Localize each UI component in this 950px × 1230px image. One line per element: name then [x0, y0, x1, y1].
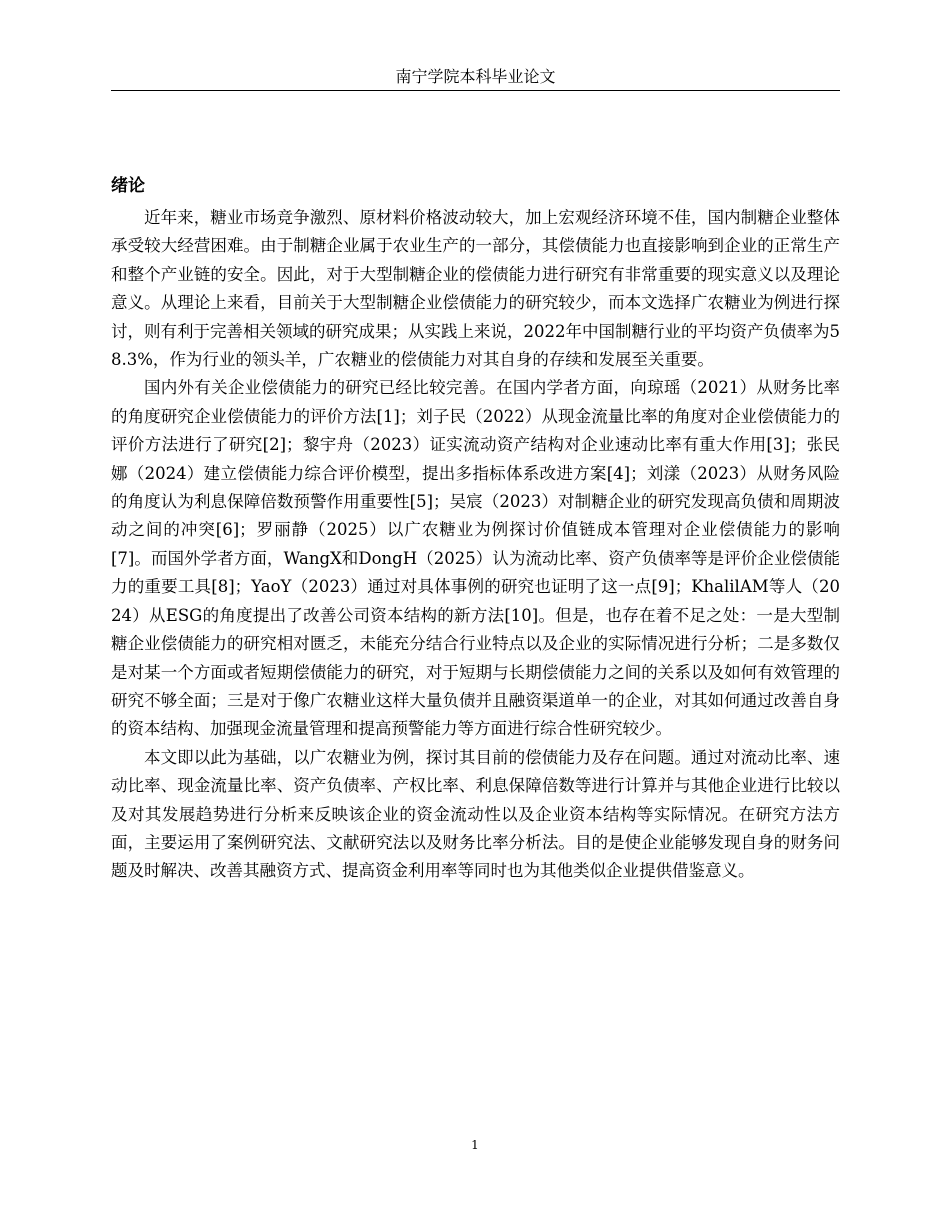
body-text [111, 204, 840, 886]
paragraph-2: 国内外有关企业偿债能力的研究已经比较完善。在国内学者方面，向琼瑶（2021）从财务比率的角度研究企业偿债能力的评价方法[1]；刘子民（2022）从现金流量比率的角度对企业偿债能力的评价方法进行了研究[2]；黎宇舟（2023）证实流动资产结构对企业速动比率有重大作用[3]；张民娜（2024）建立偿债能力综合评价模型，提出多指标体系改进方案[4]；刘漾（2023）从财务风险的角度认为利息保障倍数预警作用重要性[5]；吴宸（2023）对制糖企业的研究发现高负债和周期波动之间的冲突[6]；罗丽静（2025）以广农糖业为例探讨价值链成本管理对企业偿债能力的影响[7]。而国外学者方面，WangX和DongH（2025）认为流动比率、资产负债率等是评价企业偿债能力的重要工具[8]；YaoY（2023）通过对具体事例的研究也证明了这一点[9]；KhalilAM等人（2024）从ESG的角度提出了改善公司资本结构的新方法[10]。但是，也存在着不足之处：一是大型制糖企业偿债能力的研究相对匮乏，未能充分结合行业特点以及企业的实际情况进行分析；二是多数仅是对某一个方面或者短期偿债能力的研究，对于短期与长期偿债能力之间的关系以及如何有效管理的研究不够全面；三是对于像广农糖业这样大量负债并且融资渠道单一的企业，对其如何通过改善自身的资本结构、加强现金流量管理和提高预警能力等方面进行综合性研究较少。 [111, 378, 840, 739]
section-heading: 绪论 [111, 176, 145, 196]
paragraph-3: 本文即以此为基础，以广农糖业为例，探讨其目前的偿债能力及存在问题。通过对流动比率、速动比率、现金流量比率、资产负债率、产权比率、利息保障倍数等进行计算并与其他企业进行比较以及对其发展趋势进行分析来反映该企业的资金流动性以及企业资本结构等实际情况。在研究方法方面，主要运用了案例研究法、文献研究法以及财务比率分析法。目的是使企业能够发现自身的财务问题及时解决、改善其融资方式、提高资金利用率等同时也为其他类似企业提供借鉴意义。 [111, 747, 840, 881]
page-number: 1 [471, 1138, 479, 1152]
paragraph-1: 近年来，糖业市场竞争激烈、原材料价格波动较大，加上宏观经济环境不佳，国内制糖企业整体承受较大经营困难。由于制糖企业属于农业生产的一部分，其偿债能力也直接影响到企业的正常生产和整个产业链的安全。因此，对于大型制糖企业的偿债能力进行研究有非常重要的现实意义以及理论意义。从理论上来看，目前关于大型制糖企业偿债能力的研究较少，而本文选择广农糖业为例进行探讨，则有利于完善相关领域的研究成果；从实践上来说，2022年中国制糖行业的平均资产负债率为58.3%，作为行业的领头羊，广农糖业的偿债能力对其自身的存续和发展至关重要。 [111, 208, 840, 370]
header-title: 南宁学院本科毕业论文 [395, 67, 556, 86]
page-header [111, 66, 840, 91]
